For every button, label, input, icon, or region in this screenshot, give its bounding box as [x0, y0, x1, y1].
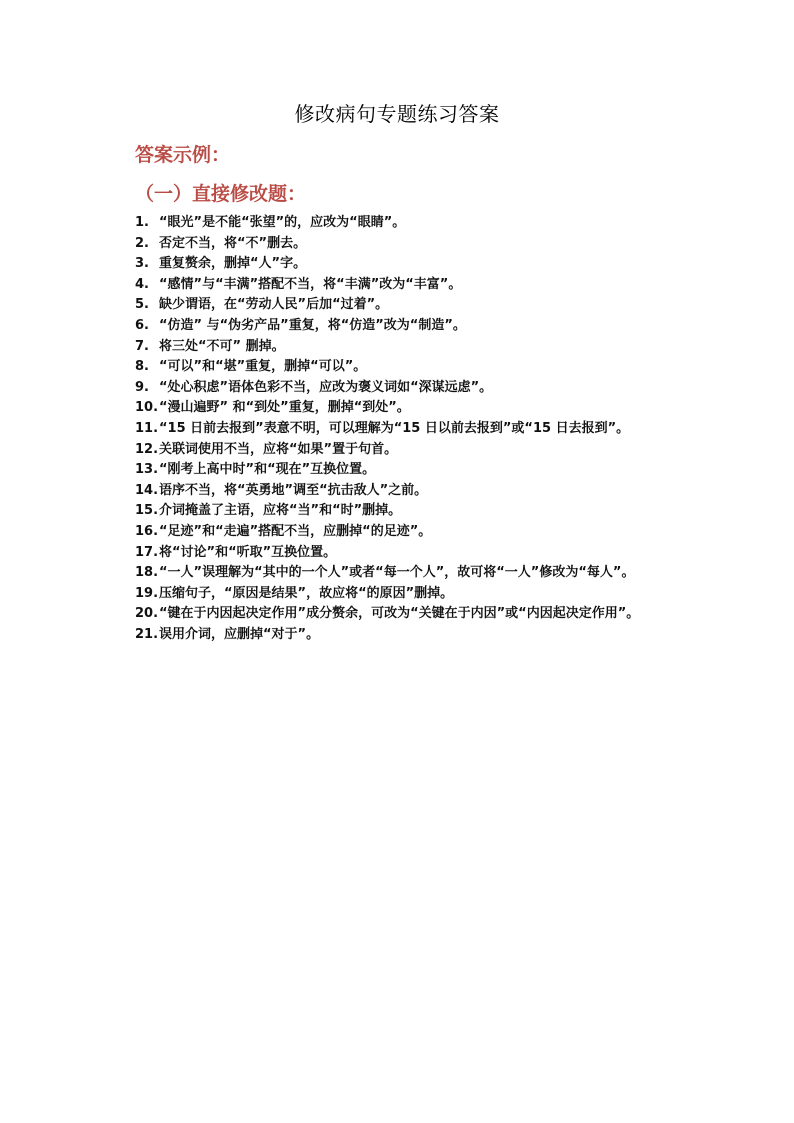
answer-item-number: 20.	[135, 606, 159, 622]
answer-item	[135, 234, 675, 255]
answer-item-text: 误用介词，应删掉“对于”。	[159, 626, 320, 642]
answer-examples-heading: 答案示例：	[135, 144, 231, 166]
answer-item	[135, 213, 675, 234]
answer-item-text: “15 日前去报到”表意不明，可以理解为“15 日以前去报到”或“15 日去报到”。	[159, 420, 630, 436]
answer-item-text: “刚考上高中时”和“现在”互换位置。	[159, 462, 376, 478]
answer-item-text: “一人”误理解为“其中的一个人”或者“每一个人”，故可将“一人”修改为“每人”。	[159, 565, 635, 581]
answer-item-text: 语序不当，将“英勇地”调至“抗击敌人”之前。	[159, 482, 428, 498]
answer-item	[135, 543, 675, 564]
section-heading-direct-revision: （一）直接修改题：	[135, 183, 307, 205]
answer-item	[135, 440, 675, 461]
answer-item-number: 12.	[135, 441, 159, 457]
answer-item-text: 介词掩盖了主语，应将“当”和“时”删掉。	[159, 503, 402, 519]
answer-item-text: 重复赘余，删掉“人”字。	[159, 256, 307, 272]
answer-item-number: 16.	[135, 523, 159, 539]
answer-item-number: 8.	[135, 359, 149, 375]
answer-item	[135, 295, 675, 316]
answer-item	[135, 398, 675, 419]
answer-list	[135, 213, 675, 645]
answer-item-number: 10.	[135, 400, 159, 416]
answer-item-text: 关联词使用不当，应将“如果”置于句首。	[159, 441, 398, 457]
answer-item-number: 18.	[135, 565, 159, 581]
answer-item	[135, 337, 675, 358]
answer-item	[135, 378, 675, 399]
answer-item-text: 将三处“不可” 删掉。	[159, 338, 285, 354]
answer-item-text: “感情”与“丰满”搭配不当，将“丰满”改为“丰富”。	[159, 276, 462, 292]
answer-item-text: 否定不当，将“不”删去。	[159, 235, 307, 251]
answer-item-number: 9.	[135, 379, 149, 395]
answer-item	[135, 563, 675, 584]
answer-item	[135, 275, 675, 296]
answer-item-number: 11.	[135, 420, 159, 436]
answer-item-text: “键在于内因起决定作用”成分赘余，可改为“关键在于内因”或“内因起决定作用”。	[159, 606, 640, 622]
answer-item	[135, 254, 675, 275]
document-title: 修改病句专题练习答案	[294, 102, 500, 126]
answer-item-text: “可以”和“堪”重复，删掉“可以”。	[159, 359, 367, 375]
answer-item	[135, 357, 675, 378]
answer-item-text: “足迹”和“走遍”搭配不当，应删掉“的足迹”。	[159, 523, 432, 539]
answer-item-text: 压缩句子，“原因是结果”，故应将“的原因”删掉。	[159, 585, 454, 601]
answer-item-number: 7.	[135, 338, 149, 354]
answer-item-number: 3.	[135, 256, 149, 272]
answer-item-number: 4.	[135, 276, 149, 292]
answer-item-text: 将“讨论”和“听取”互换位置。	[159, 544, 337, 560]
answer-item-text: “仿造” 与“伪劣产品”重复，将“仿造”改为“制造”。	[159, 317, 466, 333]
answer-item	[135, 316, 675, 337]
answer-item-number: 15.	[135, 503, 159, 519]
answer-item	[135, 419, 675, 440]
answer-item-text: “处心积虑”语体色彩不当，应改为褒义词如“深谋远虑”。	[159, 379, 493, 395]
answer-item	[135, 522, 675, 543]
answer-item-number: 13.	[135, 462, 159, 478]
answer-item-text: “眼光”是不能“张望”的，应改为“眼睛”。	[159, 215, 406, 230]
answer-item	[135, 584, 675, 605]
answer-item	[135, 501, 675, 522]
answer-item-number: 14.	[135, 482, 159, 498]
answer-item	[135, 604, 675, 625]
answer-item-number: 2.	[135, 235, 149, 251]
answer-item	[135, 625, 675, 646]
answer-item-text: “漫山遍野” 和“到处”重复，删掉“到处”。	[159, 400, 410, 416]
answer-item-number: 19.	[135, 585, 159, 601]
answer-item	[135, 481, 675, 502]
answer-item-number: 21.	[135, 626, 159, 642]
answer-item-number: 1.	[135, 215, 149, 230]
answer-item-number: 17.	[135, 544, 159, 560]
answer-item-number: 5.	[135, 297, 149, 313]
answer-item-number: 6.	[135, 317, 149, 333]
answer-item-text: 缺少谓语，在“劳动人民”后加“过着”。	[159, 297, 389, 313]
answer-item	[135, 460, 675, 481]
